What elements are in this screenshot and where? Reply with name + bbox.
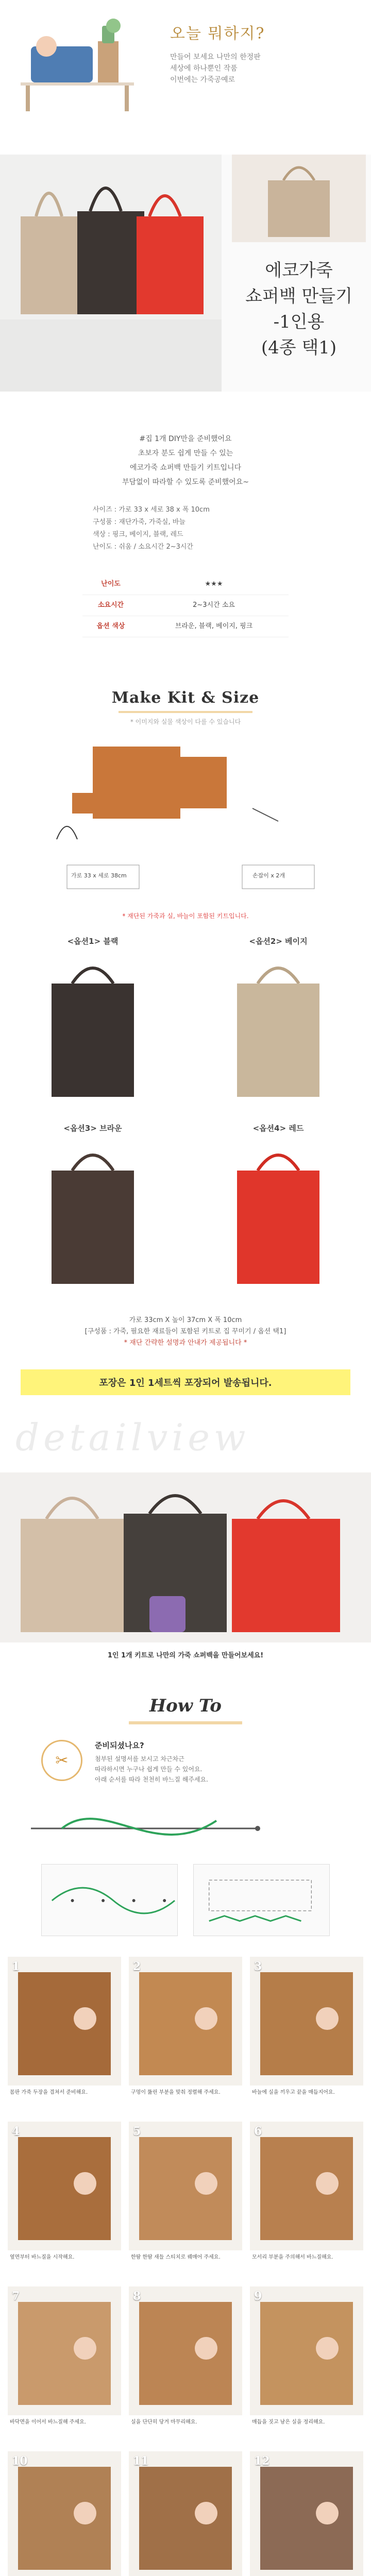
spec-value: 브라운, 블랙, 베이지, 핑크: [175, 622, 253, 630]
spec-value: 2~3시간 소요: [193, 601, 235, 609]
howto-section: [0, 1675, 371, 1936]
stitch-diagrams: [41, 1864, 330, 1936]
option-item: [196, 1123, 361, 1289]
hero-thumbnail: [232, 155, 366, 242]
option-label: <옵션2> 베이지: [249, 937, 308, 946]
step-image: [8, 2451, 121, 2576]
size-line: 가로 33cm X 높이 37cm X 폭 10cm: [129, 1316, 242, 1324]
option-label: <옵션3> 브라운: [63, 1124, 122, 1133]
step-text: 몸판 가죽 두장을 겹쳐서 준비해요.: [8, 2086, 121, 2111]
option-item: [196, 936, 361, 1102]
option-item: [10, 1123, 175, 1289]
step-image: [250, 1957, 363, 2086]
spec-key: 소요시간: [97, 601, 124, 609]
spec-list: [93, 504, 278, 553]
step-number: 9: [254, 2290, 262, 2303]
spec-value: ★★★: [205, 580, 223, 588]
howto-intro-line: 첨부된 설명서를 보시고 차근차근: [95, 1755, 184, 1762]
steps-grid: [8, 1957, 363, 2576]
options-grid: [10, 936, 361, 1289]
howto-intro-title: 준비되셨나요?: [95, 1741, 144, 1750]
step-number: 4: [12, 2125, 20, 2138]
step-text: 바닥면을 이어서 바느질해 주세요.: [8, 2415, 121, 2441]
stitch-diagram: [193, 1864, 330, 1936]
step-image: [250, 2122, 363, 2250]
spec-item: 사이즈 : 가로 33 x 세로 38 x 폭 10cm: [93, 506, 210, 514]
howto-intro-line: 아래 순서를 따라 천천히 바느질 해주세요.: [95, 1776, 208, 1783]
size-note: [0, 1304, 371, 1359]
kit-diagram: [10, 736, 361, 901]
stitch-diagram: [41, 1864, 178, 1936]
hero-photo: [0, 155, 222, 392]
step-image: [250, 2451, 363, 2576]
step-card: [250, 1957, 363, 2111]
needle-diagram: [0, 1800, 289, 1857]
howto-intro: [41, 1740, 330, 1785]
spec-row: [82, 595, 289, 616]
spec-item: 구성품 : 재단가죽, 가죽실, 바늘: [93, 518, 185, 526]
spec-item: 난이도 : 쉬움 / 소요시간 2~3시간: [93, 543, 193, 551]
step-image: [129, 2286, 242, 2415]
step-card: [8, 2122, 121, 2276]
step-card: [129, 2122, 242, 2276]
title-underline: [119, 711, 252, 713]
step-card: [8, 2286, 121, 2441]
title-line: 에코가죽: [265, 260, 333, 281]
step-number: 2: [133, 1960, 141, 1973]
step-card: [129, 2451, 242, 2576]
product-title: [237, 258, 361, 361]
detail-banner: [0, 1405, 371, 1472]
howto-title: How To: [149, 1696, 222, 1716]
header-illustration: [10, 5, 144, 129]
step-text: 구멍이 뚫린 부분을 맞춰 정렬해 주세요.: [129, 2086, 242, 2111]
option-image: [206, 1140, 350, 1289]
howto-intro-text: [95, 1740, 208, 1785]
option-image: [206, 953, 350, 1102]
info-line: 부담없이 따라할 수 있도록 준비했어요~: [122, 478, 249, 486]
step-number: 11: [133, 2454, 149, 2468]
option-label: <옵션1> 블랙: [67, 937, 119, 946]
step-image: [8, 1957, 121, 2086]
header-sub-line: 이번에는 가죽공예로: [170, 76, 235, 84]
option-label: <옵션4> 레드: [252, 1124, 304, 1133]
step-image: [129, 2451, 242, 2576]
kit-note: * 이미지와 실물 색상이 다를 수 있습니다: [130, 718, 241, 725]
step-card: [8, 1957, 121, 2111]
detail-photo: [0, 1472, 371, 1642]
step-card: [250, 2286, 363, 2441]
header-section: [0, 0, 371, 155]
step-image: [129, 2122, 242, 2250]
scissors-icon: ✂: [41, 1740, 82, 1781]
packaging-highlight: 포장은 1인 1세트씩 포장되어 발송됩니다.: [21, 1369, 350, 1395]
title-underline: [129, 1721, 242, 1724]
kit-section: [0, 668, 371, 920]
step-number: 5: [133, 2125, 141, 2138]
hero-info: [222, 155, 371, 392]
header-sub-line: 만들어 보세요 나만의 한정판: [170, 53, 261, 61]
title-line: (4종 택1): [261, 337, 337, 358]
step-card: [250, 2122, 363, 2276]
header-sub-line: 세상에 하나뿐인 작품: [170, 64, 238, 73]
option-image: [21, 953, 165, 1102]
step-text: 매듭을 짓고 남은 실을 정리해요.: [250, 2415, 363, 2441]
header-title: 오늘 뭐하지?: [170, 25, 265, 43]
size-line: * 재단 간략한 설명과 안내가 제공됩니다 *: [124, 1339, 247, 1347]
option-item: [10, 936, 175, 1102]
bags-illustration: [0, 155, 222, 392]
title-line: 쇼퍼백 만들기: [245, 286, 352, 307]
info-line: 에코가죽 쇼퍼백 만들기 키트입니다: [129, 464, 242, 472]
step-card: [250, 2451, 363, 2576]
step-image: [129, 1957, 242, 2086]
header-subtitle: [170, 52, 345, 86]
spec-key: 난이도: [101, 580, 121, 588]
hero-section: [0, 155, 371, 392]
spec-key: 옵션 색상: [96, 622, 125, 630]
step-number: 6: [254, 2125, 262, 2138]
step-text: 실을 단단히 당겨 마무리해요.: [129, 2415, 242, 2441]
kit-title: Make Kit & Size: [111, 689, 260, 707]
step-card: [129, 1957, 242, 2111]
kit-label-a: 가로 33 x 세로 38cm: [71, 872, 127, 879]
step-card: [129, 2286, 242, 2441]
step-text: 한땀 한땀 새들 스티치로 꿰매어 주세요.: [129, 2250, 242, 2276]
detail-caption: 1인 1개 키트로 나만의 가죽 쇼퍼백을 만들어보세요!: [107, 1652, 264, 1659]
spec-row: [82, 574, 289, 595]
step-number: 12: [254, 2454, 270, 2468]
step-image: [8, 2286, 121, 2415]
kit-bottom-note: * 재단된 가죽과 실, 바늘이 포함된 키트입니다.: [122, 912, 249, 920]
step-number: 10: [12, 2454, 28, 2468]
step-number: 8: [133, 2290, 141, 2303]
step-number: 7: [12, 2290, 20, 2303]
option-image: [21, 1140, 165, 1289]
step-image: [250, 2286, 363, 2415]
step-card: [8, 2451, 121, 2576]
detail-script: detailview: [15, 1416, 250, 1459]
step-number: 3: [254, 1960, 262, 1973]
step-text: 바늘에 실을 끼우고 끝을 매듭지어요.: [250, 2086, 363, 2111]
spec-item: 색상 : 핑크, 베이지, 블랙, 레드: [93, 531, 183, 538]
size-line: [구성품 : 가죽, 필요한 재료들이 포함된 키트로 집 꾸미기 / 옵션 택1]: [85, 1328, 286, 1335]
title-line: -1인용: [273, 312, 325, 332]
spec-row: [82, 616, 289, 637]
howto-intro-line: 따라하시면 누구나 쉽게 만들 수 있어요.: [95, 1766, 203, 1773]
step-number: 1: [12, 1960, 20, 1973]
info-section: [0, 392, 371, 668]
step-text: 옆면부터 바느질을 시작해요.: [8, 2250, 121, 2276]
spec-table: [82, 574, 289, 637]
step-text: 모서리 부분을 주의해서 바느질해요.: [250, 2250, 363, 2276]
step-image: [8, 2122, 121, 2250]
info-line: 초보자 분도 쉽게 만들 수 있는: [138, 449, 233, 457]
info-line: #집 1개 DIY만을 준비했어요: [139, 435, 232, 443]
kit-label-b: 손잡이 x 2개: [252, 872, 285, 879]
